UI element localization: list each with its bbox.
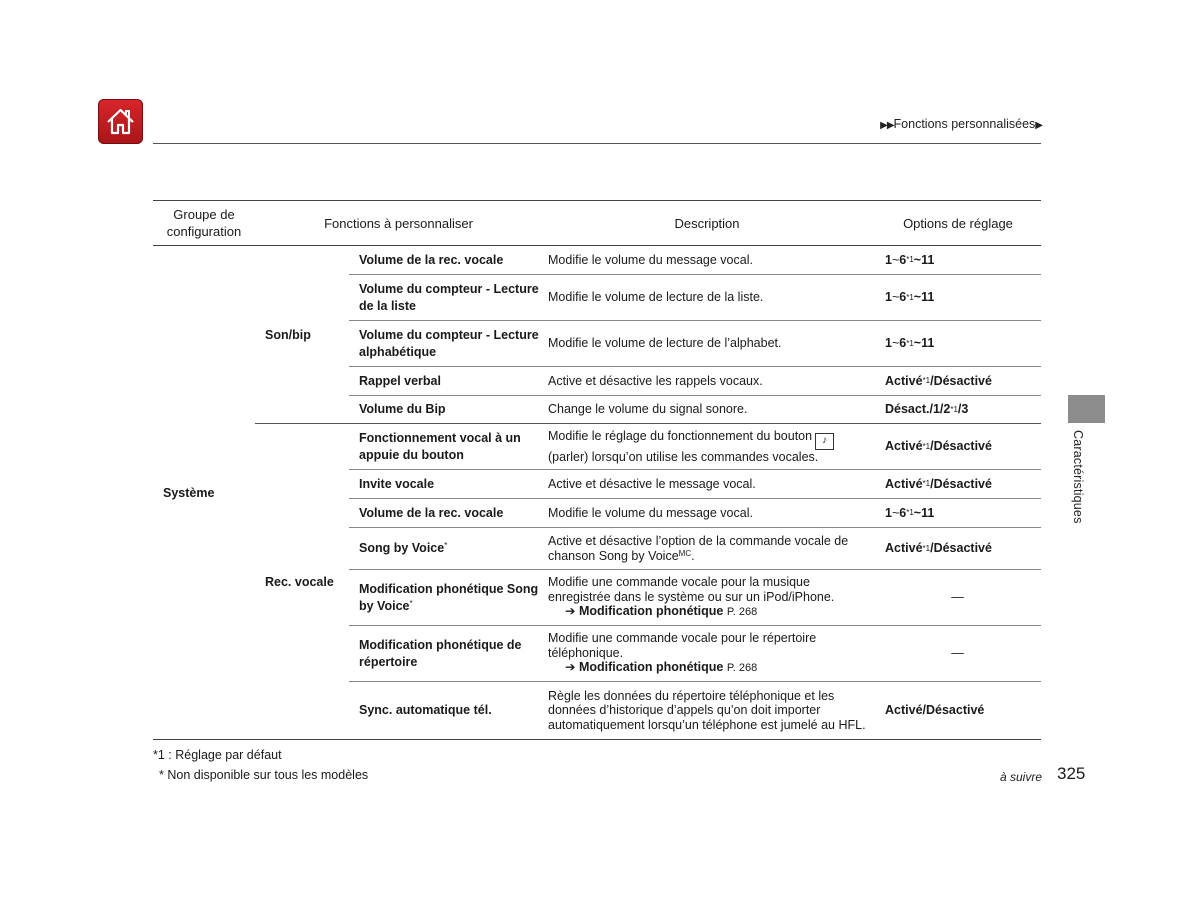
feature-name: Volume du Bip bbox=[359, 402, 446, 416]
table-bottom-rule bbox=[153, 739, 1041, 740]
feature-description: Modifie le volume du message vocal. bbox=[548, 505, 753, 520]
feature-description: Active et désactive les rappels vocaux. bbox=[548, 373, 763, 388]
section-tab-label: Caractéristiques bbox=[1071, 430, 1085, 524]
feature-description: Modifie le volume du message vocal. bbox=[548, 252, 753, 267]
table-row bbox=[349, 528, 1041, 569]
feature-description: Modifie une commande vocale pour le répertoire téléphonique. ➔ Modification phonétique P. 268 bbox=[548, 631, 817, 675]
breadcrumb[interactable] bbox=[880, 117, 1042, 131]
feature-options: Activé *1 /Désactivé bbox=[885, 373, 992, 388]
double-arrow-icon: ▶▶ bbox=[880, 120, 894, 131]
feature-description: Modifie le volume de lecture de l’alphabet. bbox=[548, 336, 782, 351]
arrow-icon: ▶ bbox=[1035, 120, 1042, 131]
feature-name: Invite vocale bbox=[359, 476, 435, 491]
table-row bbox=[349, 570, 1041, 625]
table-row bbox=[349, 246, 1041, 274]
feature-name: Modification phonétique de répertoire bbox=[359, 637, 522, 669]
feature-description: Modifie le volume de lecture de la liste. bbox=[548, 290, 764, 305]
feature-description: Règle les données du répertoire téléphonique et les données d’historique d’appels qu’on doit importer automatiquement lorsqu’un téléphone est jumelé au HFL. bbox=[548, 688, 866, 732]
feature-options: Désact./1/2 *1 /3 bbox=[885, 402, 969, 416]
feature-description: Active et désactive l’option de la commande vocale de chanson Song by Voice$^{MC}$. bbox=[548, 534, 849, 563]
feature-options: 1 ~ 6 *1 ~11 bbox=[885, 336, 935, 350]
feature-options: Activé *1 /Désactivé bbox=[885, 439, 992, 453]
home-icon bbox=[104, 105, 137, 138]
header-function: Fonctions à personnaliser bbox=[324, 215, 473, 231]
feature-name: Sync. automatique tél. bbox=[359, 703, 492, 717]
feature-name: Volume du compteur - Lecture alphabétique bbox=[359, 327, 539, 359]
feature-options: — bbox=[951, 590, 964, 604]
table-header bbox=[153, 201, 1041, 245]
feature-options: — bbox=[951, 646, 964, 660]
table-row bbox=[349, 396, 1041, 423]
feature-name: Rappel verbal bbox=[359, 373, 441, 388]
reference-arrow-icon: ➔ bbox=[565, 604, 579, 619]
table-row bbox=[349, 275, 1041, 320]
feature-description: Modifie le réglage du fonctionnement du bouton ♪ (parler) lorsqu’on utilise les commandes vocales. bbox=[548, 424, 873, 469]
table-row bbox=[349, 682, 1041, 739]
feature-options: 1 ~ 6 *1 ~11 bbox=[885, 505, 935, 520]
header-options: Options de réglage bbox=[903, 215, 1013, 231]
feature-name: Volume du compteur - Lecture de la liste bbox=[359, 281, 539, 313]
cross-reference-link[interactable]: ➔ Modification phonétique P. 268 bbox=[565, 604, 758, 619]
cross-reference-link[interactable]: ➔ Modification phonétique P. 268 bbox=[565, 660, 758, 675]
reference-arrow-icon: ➔ bbox=[565, 660, 579, 675]
table-row bbox=[349, 626, 1041, 681]
feature-options: 1 ~ 6 *1 ~11 bbox=[885, 290, 935, 304]
footnote-unavailable: * Non disponible sur tous les modèles bbox=[159, 768, 369, 782]
feature-name: Modification phonétique Song by Voice* bbox=[359, 581, 539, 613]
breadcrumb-label: Fonctions personnalisées bbox=[893, 117, 1036, 131]
feature-name: Song by Voice* bbox=[359, 541, 448, 555]
page-number: 325 bbox=[1057, 764, 1086, 783]
section-tab-marker[interactable] bbox=[1068, 395, 1105, 423]
table-row bbox=[349, 470, 1041, 498]
feature-name: Volume de la rec. vocale bbox=[359, 505, 504, 520]
feature-description: Active et désactive le message vocal. bbox=[548, 476, 756, 491]
header-divider bbox=[153, 143, 1041, 144]
feature-options: Activé *1 /Désactivé bbox=[885, 541, 992, 555]
feature-name: Fonctionnement vocal à un appuie du bouton bbox=[359, 430, 521, 462]
feature-options: Activé /Désactivé bbox=[885, 703, 985, 717]
subgroup-rec-vocale: Rec. vocale bbox=[265, 574, 334, 589]
table-row bbox=[349, 321, 1041, 366]
feature-description: Change le volume du signal sonore. bbox=[548, 402, 748, 417]
group-system: Système bbox=[163, 485, 215, 500]
table-row bbox=[349, 424, 1041, 469]
feature-name: Volume de la rec. vocale bbox=[359, 252, 504, 267]
header-description: Description bbox=[674, 215, 740, 231]
table-row bbox=[349, 499, 1041, 527]
header-group: Groupe de configuration bbox=[166, 207, 242, 239]
feature-options: 1 ~ 6 *1 ~11 bbox=[885, 252, 935, 267]
continued-label: à suivre bbox=[999, 770, 1042, 784]
footnote-default: *1 : Réglage par défaut bbox=[153, 748, 282, 762]
feature-options: Activé *1 /Désactivé bbox=[885, 476, 992, 491]
talk-button-icon: ♪ bbox=[815, 433, 834, 450]
feature-description: Modifie une commande vocale pour la musique enregistrée dans le système ou sur un iPod/iPhone. ➔ Modification phonétique P. 268 bbox=[548, 575, 835, 619]
subgroup-son-bip: Son/bip bbox=[265, 327, 311, 342]
home-button[interactable] bbox=[98, 99, 143, 144]
table-row bbox=[349, 367, 1041, 395]
